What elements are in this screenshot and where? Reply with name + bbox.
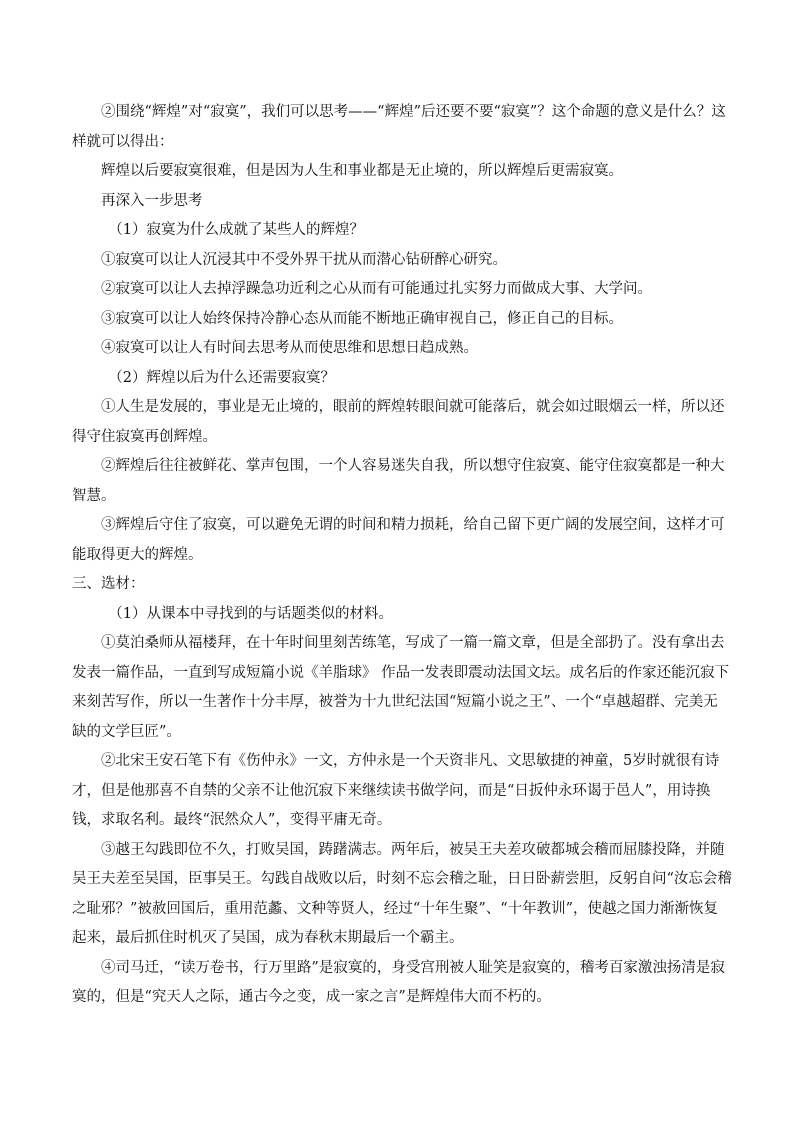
- paragraph: ①莫泊桑师从福楼拜，在十年时间里刻苦练笔，写成了一篇一篇文章，但是全部扔了。没有拿出去发表一篇作品，一直到写成短篇小说《羊脂球》 作品一发表即震动法国文坛。成名后的作家还能沉寂下来刻苦写作，所以一生著作十分丰厚，被誉为十九世纪法国“短篇小说之王”、一个“卓越超群、完美无缺的文学巨匠”。: [72, 635, 730, 740]
- document-body: [72, 98, 732, 1013]
- paragraph: ④司马迁，“读万卷书，行万里路”是寂寞的，身受宫刑被人耻笑是寂寞的，稽考百家激浊扬清是寂寞的，但是“究天人之际，通古今之变，成一家之言”是辉煌伟大而不朽的。: [72, 959, 725, 1005]
- paragraph: 辉煌以后要寂寞很难，但是因为人生和事业都是无止境的，所以辉煌后更需寂寞。: [101, 163, 623, 179]
- paragraph: ①寂寞可以让人沉浸其中不受外界干扰从而潜心钻研醉心研究。: [101, 251, 507, 268]
- paragraph: ③越王勾践即位不久，打败吴国，踌躇满志。两年后，被吴王夫差攻破都城会稽而屈膝投降，并随吴王夫差至吴国，臣事吴王。勾践自战败以后，时刻不忘会稽之耻，日日卧薪尝胆，反躬自问“汝忘会稽之耻邪？”被赦回国后，重用范蠡、文种等贤人，经过“十年生聚”、“十年教训”，使越之国力渐渐恢复起来，最后抓住时机灭了吴国，成为春秋末期最后一个霸主。: [72, 841, 732, 946]
- subheading: （1）寂寞为什么成就了某些人的辉煌？: [108, 222, 364, 238]
- paragraph: ②围绕“辉煌”对“寂寞”，我们可以思考——“辉煌”后还要不要“寂寞”？这个命题的意义是什么？这样就可以得出：: [72, 104, 726, 150]
- paragraph: ②北宋王安石笔下有《伤仲永》一文，方仲永是一个天资非凡、文思敏捷的神童，5岁时就很有诗才，但是他那喜不自禁的父亲不让他沉寂下来继续读书做学问，而是“日扳仲永环谒于邑人”，用诗换钱，求取名利。最终“泯然众人”，变得平庸无奇。: [72, 753, 720, 828]
- subheading: （2）辉煌以后为什么还需要寂寞？: [108, 369, 335, 386]
- subheading: （1）从课本中寻找到的与话题类似的材料。: [108, 605, 393, 622]
- paragraph: ③辉煌后守住了寂寞，可以避免无谓的时间和精力损耗，给自己留下更广阔的发展空间，这样才可能取得更大的辉煌。: [72, 517, 725, 563]
- paragraph: 再深入一步思考: [101, 192, 203, 209]
- section-heading: 三、选材：: [72, 576, 145, 592]
- paragraph: ③寂寞可以让人始终保持冷静心态从而能不断地正确审视自己，修正自己的目标。: [101, 310, 623, 327]
- paragraph: ②辉煌后往往被鲜花、掌声包围，一个人容易迷失自我，所以想守住寂寞、能守住寂寞都是一种大智慧。: [72, 458, 725, 504]
- paragraph: ④寂寞可以让人有时间去思考从而使思维和思想日趋成熟。: [101, 340, 478, 356]
- paragraph: ①人生是发展的，事业是无止境的，眼前的辉煌转眼间就可能落后，就会如过眼烟云一样，所以还得守住寂寞再创辉煌。: [72, 399, 725, 445]
- paragraph: ②寂寞可以让人去掉浮躁急功近利之心从而有可能通过扎实努力而做成大事、大学问。: [101, 281, 652, 297]
